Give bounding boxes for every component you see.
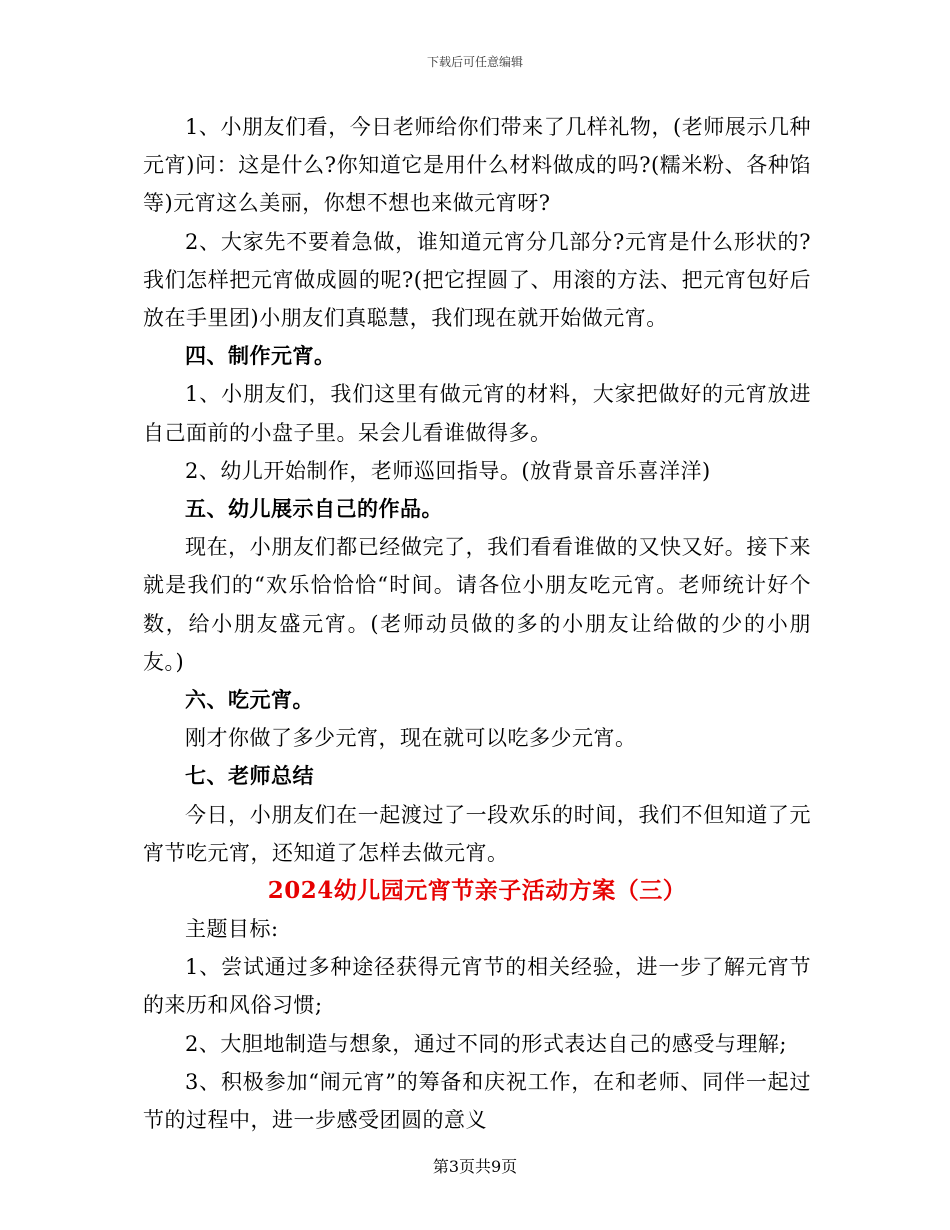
heading-make-yuanxiao: 四、制作元宵。 (185, 343, 336, 369)
paragraph-goal-3: 3、积极参加“闹元宵”的筹备和庆祝工作，在和老师、同伴一起过节的过程中，进一步感受团圆的意义 (143, 1069, 811, 1133)
paragraph-summary: 今日，小朋友们在一起渡过了一段欢乐的时间，我们不但知道了元宵节吃元宵，还知道了怎样去做元宵。 (143, 802, 811, 865)
paragraph-start-making: 2、幼儿开始制作，老师巡回指导。(放背景音乐喜洋洋) (185, 458, 711, 483)
heading-eat-yuanxiao: 六、吃元宵。 (185, 687, 314, 713)
paragraph-materials: 1、小朋友们，我们这里有做元宵的材料，大家把做好的元宵放进自己面前的小盘子里。呆会儿看谁做得多。 (143, 382, 811, 445)
document-body (143, 108, 811, 1139)
section-title: 2024幼儿园元宵节亲子活动方案（三） (267, 877, 687, 905)
paragraph-goal-1: 1、尝试通过多种途径获得元宵节的相关经验，进一步了解元宵节的来历和风俗习惯; (143, 955, 811, 1018)
page-number: 第3页共9页 (432, 1157, 518, 1176)
paragraph-theme-goals: 主题目标: (185, 917, 279, 942)
paragraph-shape: 2、大家先不要着急做，谁知道元宵分几部分?元宵是什么形状的?我们怎样把元宵做成圆的呢?(把它捏圆了、用滚的方法、把元宵包好后放在手里团)小朋友们真聪慧，我们现在就开始做元宵。 (143, 229, 811, 331)
paragraph-gifts: 1、小朋友们看，今日老师给你们带来了几样礼物，(老师展示几种元宵)问：这是什么?你知道它是用什么材料做成的吗?(糯米粉、各种馅等)元宵这么美丽，你想不想也来做元宵呀? (143, 115, 811, 216)
paragraph-goal-2: 2、大胆地制造与想象，通过不同的形式表达自己的感受与理解; (185, 1031, 787, 1056)
paragraph-finished: 现在，小朋友们都已经做完了，我们看看谁做的又快又好。接下来就是我们的“欢乐恰恰恰“时间。请各位小朋友吃元宵。老师统计好个数，给小朋友盛元宵。(老师动员做的多的小朋友让给做的少的小朋友。) (143, 535, 811, 674)
paragraph-eat: 刚才你做了多少元宵，现在就可以吃多少元宵。 (185, 726, 637, 751)
heading-show-works: 五、幼儿展示自己的作品。 (185, 496, 443, 522)
header-note: 下载后可任意编辑 (426, 55, 523, 69)
heading-summary: 七、老师总结 (185, 763, 314, 789)
